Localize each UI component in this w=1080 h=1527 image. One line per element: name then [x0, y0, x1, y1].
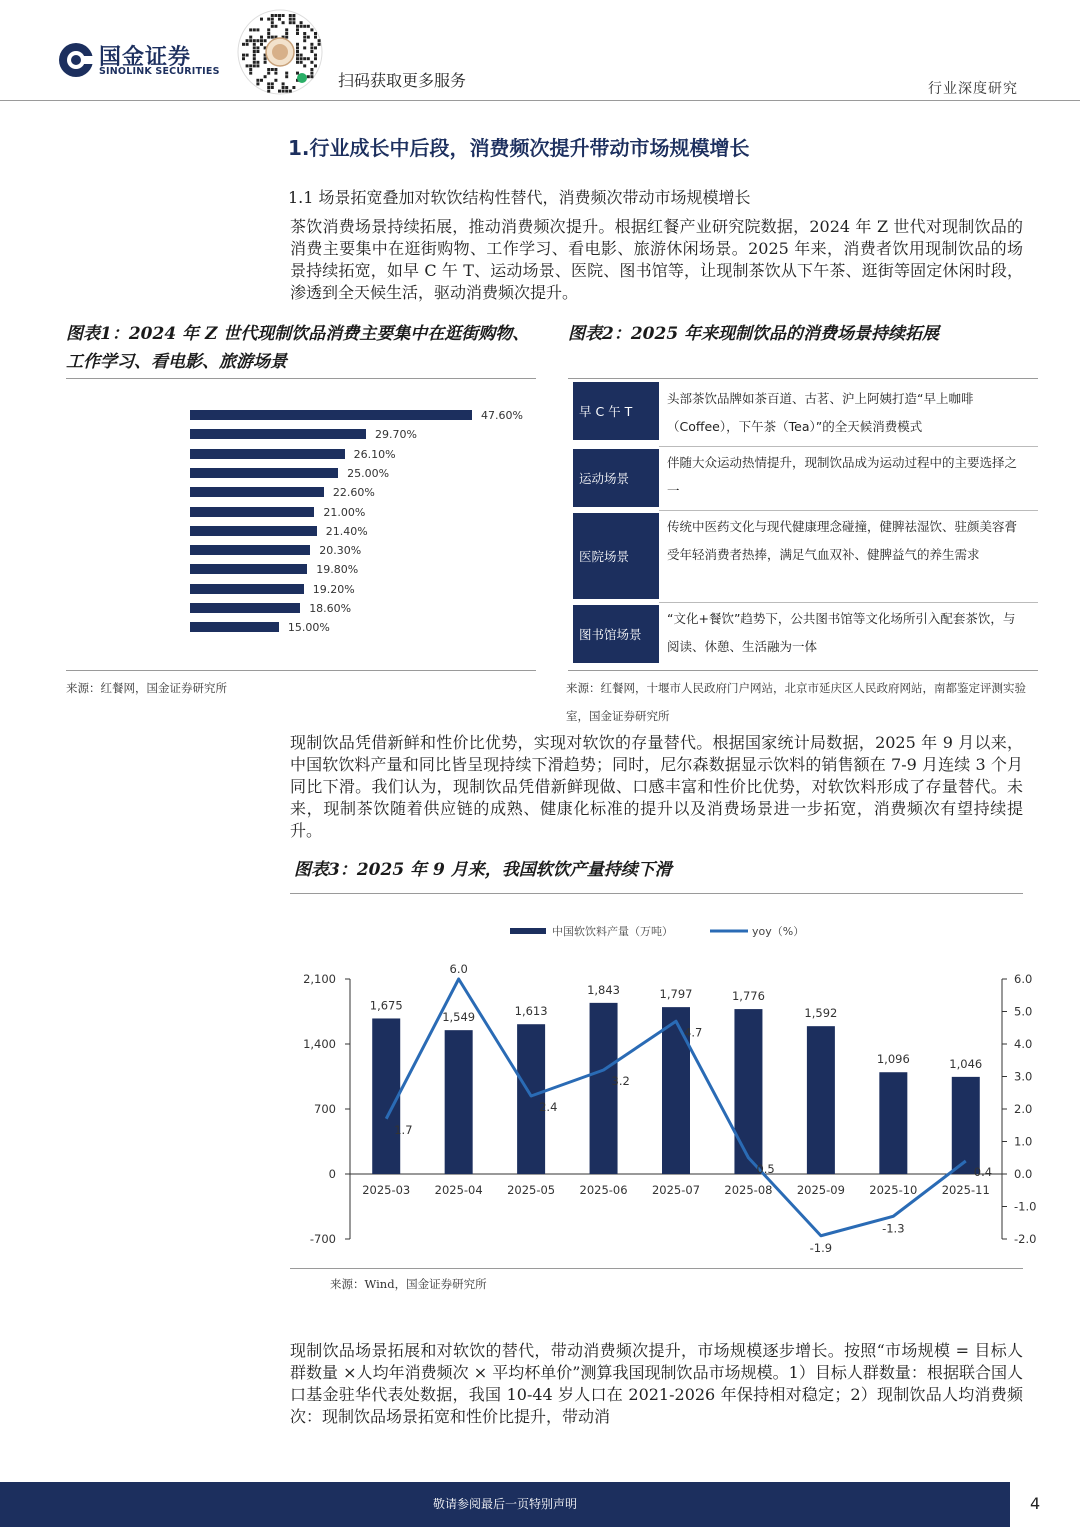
scene-name-cell [573, 605, 659, 663]
bar [190, 449, 345, 459]
bar-value-label: 21.00% [323, 505, 366, 519]
output-bar [807, 1026, 835, 1174]
output-bar-value-label: 1,675 [369, 998, 403, 1013]
section-heading: 1.行业成长中后段，消费频次提升带动市场规模增长 [288, 136, 750, 160]
x-tick-label: 2025-09 [796, 1183, 845, 1197]
bar-value-label: 19.80% [316, 563, 359, 577]
right-tick-label: 1.0 [1014, 1134, 1033, 1149]
bar-value-label: 21.40% [325, 524, 368, 538]
x-tick-label: 2025-03 [362, 1183, 411, 1197]
yoy-value-label: 6.0 [449, 962, 468, 976]
scene-description: 头部茶饮品牌如茶百道、古茗、沪上阿姨打造“早上咖啡（Coffee），下午茶（Tea）”的全天候消费模式 [667, 391, 974, 434]
left-tick-label: 700 [314, 1102, 336, 1116]
bar [190, 487, 324, 497]
legend-bar-swatch [510, 928, 546, 934]
right-tick-label: -1.0 [1014, 1199, 1037, 1214]
x-tick-label: 2025-08 [724, 1183, 773, 1197]
output-bar-value-label: 1,613 [514, 1004, 548, 1019]
figure-2-top-rule [568, 378, 1038, 379]
right-tick-label: -2.0 [1014, 1232, 1037, 1246]
figure-2-title: 图表2：2025 年来现制饮品的消费场景持续拓展 [568, 324, 940, 344]
page-number: 4 [1030, 1494, 1041, 1513]
row-divider [659, 510, 1038, 511]
yoy-value-label: 1.7 [394, 1122, 413, 1137]
paragraph-2: 现制饮品凭借新鲜和性价比优势，实现对软饮的存量替代。根据国家统计局数据，2025 年 9 月以来，中国软饮料产量和同比皆呈现持续下滑趋势；同时，尼尔森数据显示饮料的销售额在 7-9 月连续 3 个月同比下滑。我们认为，现制饮品凭借新鲜现做、口感丰富和性价比优势，对软饮料形成了存量替代。未来，现制茶饮随着供应链的成熟、健康化标准的提升以及消费场景进一步拓宽，消费频次有望持续提升。 [290, 733, 1023, 840]
row-divider [659, 446, 1038, 447]
row-divider [659, 602, 1038, 603]
x-tick-label: 2025-07 [651, 1183, 701, 1197]
x-tick-label: 2025-11 [941, 1183, 990, 1197]
left-tick-label: -700 [309, 1232, 336, 1246]
scene-name: 医院场景 [579, 549, 630, 564]
figure-1-source: 来源：红餐网，国金证券研究所 [66, 681, 227, 695]
figure-3-source: 来源：Wind，国金证券研究所 [330, 1277, 487, 1291]
scene-share-bar-chart [0, 400, 560, 645]
left-tick-label: 1,400 [303, 1037, 336, 1051]
figure-1-top-rule [66, 378, 536, 379]
output-bar [445, 1030, 473, 1174]
scene-row [573, 513, 1038, 599]
scene-row [573, 449, 1038, 507]
bar [190, 507, 314, 517]
scene-name-cell [573, 513, 659, 599]
bar-value-label: 29.70% [374, 428, 417, 442]
bar [190, 545, 310, 555]
scene-name: 早 C 午 T [579, 404, 633, 419]
document-type: 行业深度研究 [928, 81, 1018, 97]
right-tick-label: 4.0 [1014, 1037, 1033, 1051]
figure-3-title: 图表3：2025 年 9 月来，我国软饮产量持续下滑 [294, 860, 672, 880]
output-bar-value-label: 1,046 [949, 1056, 983, 1071]
right-tick-label: 6.0 [1014, 972, 1033, 986]
output-bar [734, 1009, 762, 1174]
bar [190, 603, 300, 613]
yoy-value-label: 4.7 [684, 1025, 703, 1040]
qr-code-icon[interactable] [236, 8, 324, 96]
scene-row [573, 382, 1038, 440]
output-bar-value-label: 1,843 [587, 982, 621, 997]
bar-value-label: 19.20% [312, 582, 355, 596]
bar-value-label: 25.00% [347, 466, 390, 480]
bar-value-label: 15.00% [287, 621, 330, 635]
brand-name-cn: 国金证券 [99, 45, 192, 70]
bar [190, 410, 472, 420]
yoy-value-label: 0.4 [973, 1165, 993, 1179]
bar [190, 622, 279, 632]
scene-name-cell [573, 449, 659, 507]
yoy-value-label: 2.4 [539, 1100, 558, 1114]
bar [190, 584, 304, 594]
output-bar-value-label: 1,096 [876, 1052, 910, 1067]
legend-bar-label: 中国软饮料产量（万吨） [552, 925, 673, 938]
brand-name-en: SINOLINK SECURITIES [99, 66, 220, 77]
yoy-value-label: 3.2 [611, 1074, 630, 1088]
x-tick-label: 2025-06 [579, 1183, 628, 1197]
yoy-value-label: -1.9 [809, 1240, 833, 1255]
bar [190, 468, 338, 478]
yoy-value-label: 0.5 [756, 1161, 775, 1176]
bar-value-label: 26.10% [353, 447, 396, 461]
output-bar-value-label: 1,797 [659, 987, 693, 1002]
output-bar [879, 1072, 907, 1174]
paragraph-1: 茶饮消费场景持续拓展，推动消费频次提升。根据红餐产业研究院数据，2024 年 Z 世代对现制饮品的消费主要集中在逛街购物、工作学习、看电影、旅游休闲场景。2025 年来，消费者饮用现制饮品的场景持续拓宽，如早 C 午 T、运动场景、医院、图书馆等，让现制茶饮从下午茶、逛街等固定休闲时段，渗透到全天候生活，驱动消费频次提升。 [290, 217, 1023, 302]
scene-name: 图书馆场景 [579, 627, 642, 642]
scene-name: 运动场景 [579, 471, 630, 486]
figure-3-top-rule [290, 893, 1023, 894]
bar-value-label: 47.60% [481, 409, 523, 422]
paragraph-3: 现制饮品场景拓展和对软饮的替代，带动消费频次提升，市场规模逐步增长。按照“市场规模 = 目标人群数量 ×人均年消费频次 × 平均杯单价”测算我国现制饮品市场规模。1）目标人群数量：根据联合国人口基金驻华代表处数据，我国 10-44 岁人口在 2021-2026 年保持相对稳定；2）现制饮品人均消费频次：现制饮品场景拓宽和性价比提升，带动消 [290, 1341, 1023, 1426]
output-bar [590, 1003, 618, 1174]
legend-line-label: yoy（%） [752, 925, 805, 938]
output-bar [372, 1018, 400, 1174]
bar [190, 429, 366, 439]
left-tick-label: 0 [328, 1167, 336, 1181]
x-tick-label: 2025-10 [869, 1183, 918, 1197]
output-bar [952, 1077, 980, 1174]
subsection-heading: 1.1 场景拓宽叠加对软饮结构性替代，消费频次带动市场规模增长 [288, 188, 751, 207]
right-tick-label: 0.0 [1014, 1167, 1033, 1181]
scene-description: 伴随大众运动热情提升，现制饮品成为运动过程中的主要选择之一 [667, 455, 1018, 498]
figure-2-source: 来源：红餐网，十堰市人民政府门户网站，北京市延庆区人民政府网站，南都鉴定评测实验室，国金证券研究所 [566, 681, 1026, 723]
figure-1-title: 图表1：2024 年 Z 世代现制饮品消费主要集中在逛街购物、工作学习、看电影、旅游场景 [66, 324, 530, 372]
yoy-value-label: -1.3 [882, 1221, 905, 1236]
figure-2-bottom-rule [568, 670, 1038, 671]
header-divider [0, 100, 1080, 101]
scene-name-cell [573, 382, 659, 440]
scene-description: “文化+餐饮”趋势下，公共图书馆等文化场所引入配套茶饮，与阅读、休憩、生活融为一体 [667, 611, 1016, 654]
right-tick-label: 3.0 [1014, 1069, 1033, 1084]
soft-drink-output-chart [290, 905, 1037, 1265]
figure-1-bottom-rule [66, 670, 536, 671]
output-bar-value-label: 1,592 [804, 1006, 838, 1021]
x-tick-label: 2025-05 [507, 1183, 556, 1197]
bar-value-label: 18.60% [309, 602, 352, 615]
scene-description: 传统中医药文化与现代健康理念碰撞，健脾祛湿饮、驻颜美容膏受年轻消费者热捧，满足气血双补、健脾益气的养生需求 [667, 519, 1018, 562]
left-tick-label: 2,100 [303, 972, 336, 986]
output-bar-value-label: 1,776 [731, 989, 765, 1004]
qr-caption: 扫码获取更多服务 [338, 71, 467, 90]
x-tick-label: 2025-04 [434, 1183, 483, 1197]
bar [190, 564, 307, 574]
bar-value-label: 22.60% [332, 486, 375, 500]
footer-notice: 敬请参阅最后一页特别声明 [432, 1497, 577, 1511]
right-tick-label: 2.0 [1014, 1102, 1033, 1116]
scene-row [573, 605, 1038, 663]
bar-value-label: 20.30% [319, 544, 362, 558]
sinolink-logo-icon [58, 42, 94, 78]
bar [190, 526, 317, 536]
figure-3-bottom-rule [290, 1268, 1023, 1269]
right-tick-label: 5.0 [1014, 1004, 1033, 1019]
output-bar-value-label: 1,549 [442, 1010, 476, 1025]
